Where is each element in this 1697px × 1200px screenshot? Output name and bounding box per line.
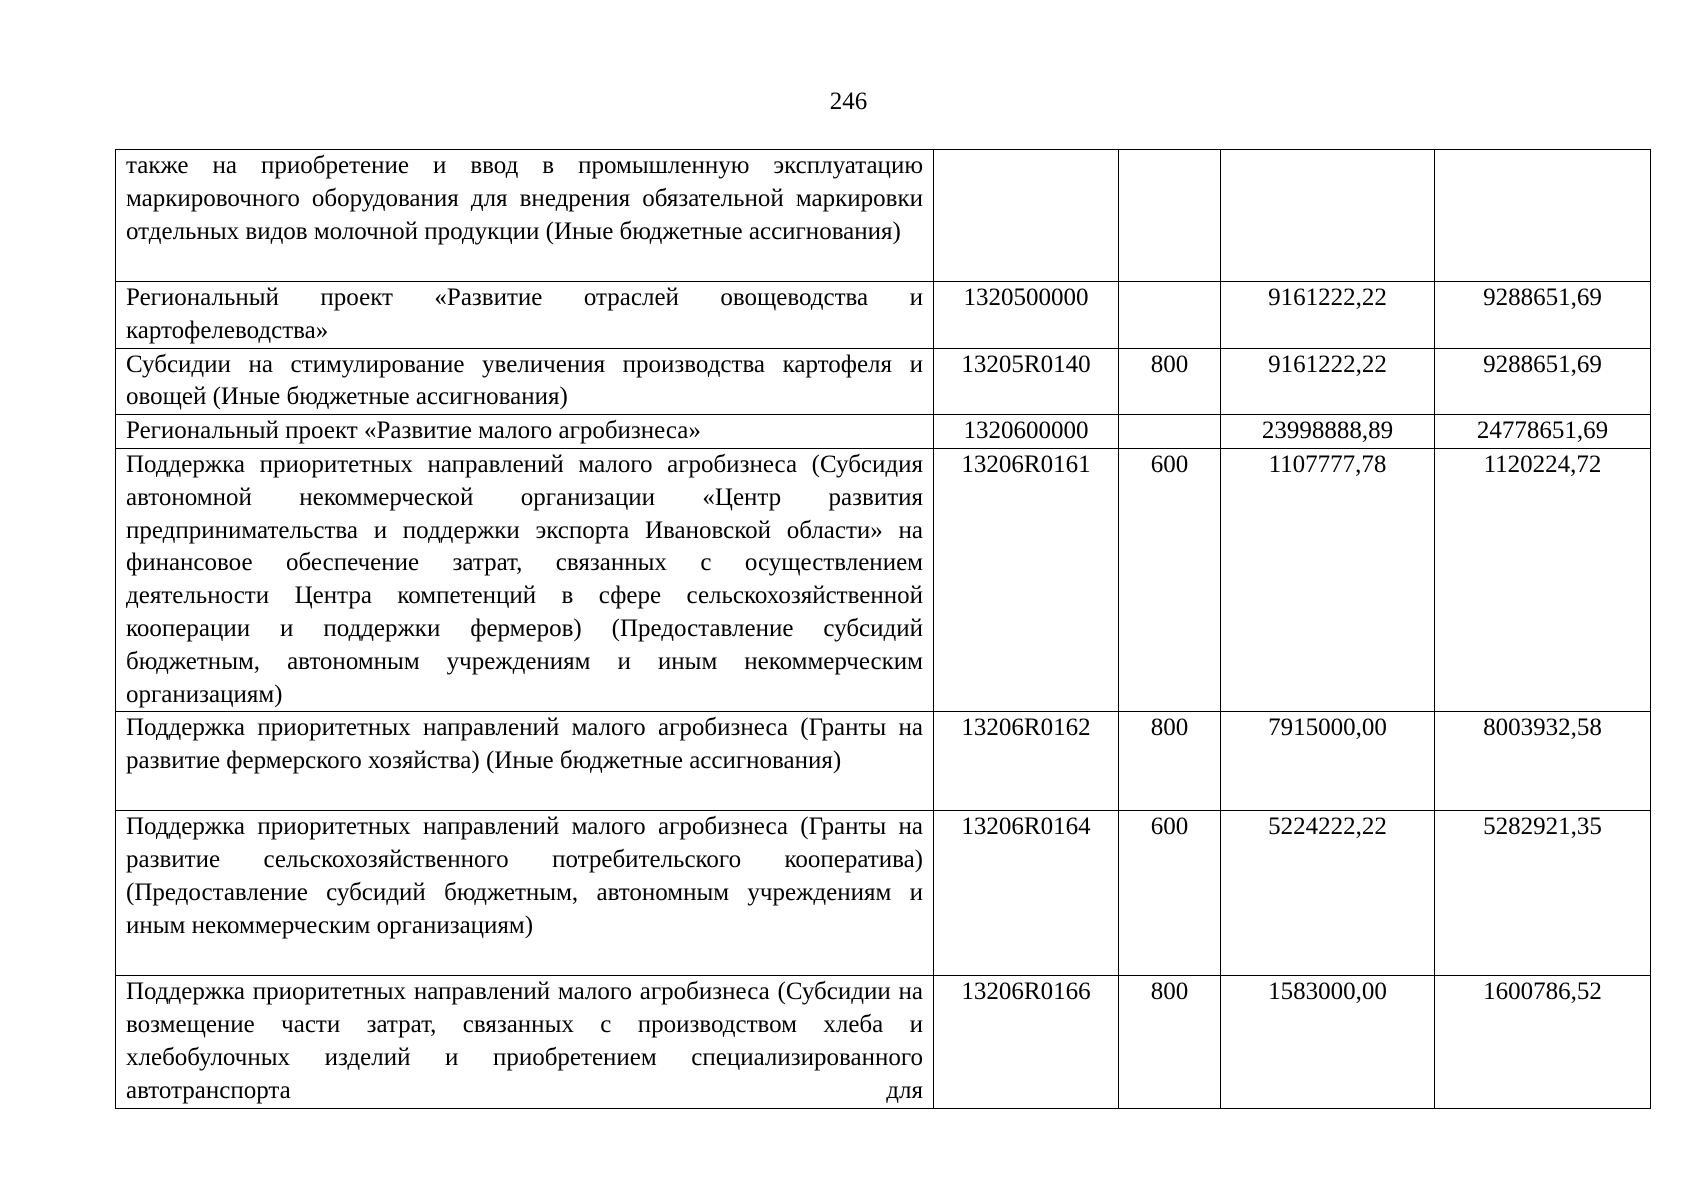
expense-type: 800: [1119, 348, 1221, 415]
target-code: 13206R0166: [934, 976, 1119, 1108]
amount-year2: 1600786,52: [1435, 976, 1651, 1108]
amount-year2: 5282921,35: [1435, 811, 1651, 976]
target-code: 1320500000: [934, 282, 1119, 349]
expense-type: [1119, 282, 1221, 349]
amount-year2: 9288651,69: [1435, 282, 1651, 349]
amount-year1: 23998888,89: [1221, 415, 1435, 449]
target-code: 1320600000: [934, 415, 1119, 449]
amount-year2: 24778651,69: [1435, 415, 1651, 449]
expense-type: 600: [1119, 811, 1221, 976]
row-description: также на приобретение и ввод в промышленную эксплуатацию маркировочного оборудования для внедрения обязательной маркировки отдельных видов молочной продукции (Иные бюджетные ассигнования): [116, 150, 934, 282]
amount-year1: [1221, 150, 1435, 282]
row-description: Региональный проект «Развитие малого агробизнеса»: [116, 415, 934, 449]
amount-year1: 7915000,00: [1221, 712, 1435, 811]
target-code: 13206R0161: [934, 448, 1119, 711]
target-code: 13206R0162: [934, 712, 1119, 811]
row-description: Поддержка приоритетных направлений малого агробизнеса (Гранты на развитие фермерского хозяйства) (Иные бюджетные ассигнования): [116, 712, 934, 811]
expense-type: 800: [1119, 712, 1221, 811]
expense-type: 800: [1119, 976, 1221, 1108]
expense-type: 600: [1119, 448, 1221, 711]
row-description: Поддержка приоритетных направлений малого агробизнеса (Субсидия автономной некоммерческой организации «Центр развития предпринимательства и поддержки экспорта Ивановской области» на финансовое обеспечение затрат, связанных с осуществлением деятельности Центра компетенций в сфере сельскохозяйственной кооперации и поддержки фермеров) (Предоставление субсидий бюджетным, автономным учреждениям и иным некоммерческим организациям): [116, 448, 934, 711]
amount-year2: [1435, 150, 1651, 282]
row-description: Поддержка приоритетных направлений малого агробизнеса (Субсидии на возмещение части затрат, связанных с производством хлеба и хлебобулочных изделий и приобретением специализированного автотранспорта для: [116, 976, 934, 1108]
target-code: 13206R0164: [934, 811, 1119, 976]
table-row: [116, 976, 1651, 1108]
amount-year1: 9161222,22: [1221, 282, 1435, 349]
table-row: [116, 712, 1651, 811]
table-row: [116, 150, 1651, 282]
table-row: [116, 811, 1651, 976]
target-code: [934, 150, 1119, 282]
budget-table: [115, 149, 1651, 1109]
page-number: 246: [829, 88, 868, 115]
table-row: [116, 448, 1651, 711]
row-description: Субсидии на стимулирование увеличения производства картофеля и овощей (Иные бюджетные ассигнования): [116, 348, 934, 415]
amount-year1: 1583000,00: [1221, 976, 1435, 1108]
table-row: [116, 282, 1651, 349]
amount-year2: 1120224,72: [1435, 448, 1651, 711]
row-description: Поддержка приоритетных направлений малого агробизнеса (Гранты на развитие сельскохозяйственного потребительского кооператива) (Предоставление субсидий бюджетным, автономным учреждениям и иным некоммерческим организациям): [116, 811, 934, 976]
row-description: Региональный проект «Развитие отраслей овощеводства и картофелеводства»: [116, 282, 934, 349]
table-row: [116, 348, 1651, 415]
target-code: 13205R0140: [934, 348, 1119, 415]
table-row: [116, 415, 1651, 449]
amount-year2: 8003932,58: [1435, 712, 1651, 811]
expense-type: [1119, 415, 1221, 449]
amount-year1: 9161222,22: [1221, 348, 1435, 415]
amount-year1: 5224222,22: [1221, 811, 1435, 976]
amount-year1: 1107777,78: [1221, 448, 1435, 711]
amount-year2: 9288651,69: [1435, 348, 1651, 415]
expense-type: [1119, 150, 1221, 282]
